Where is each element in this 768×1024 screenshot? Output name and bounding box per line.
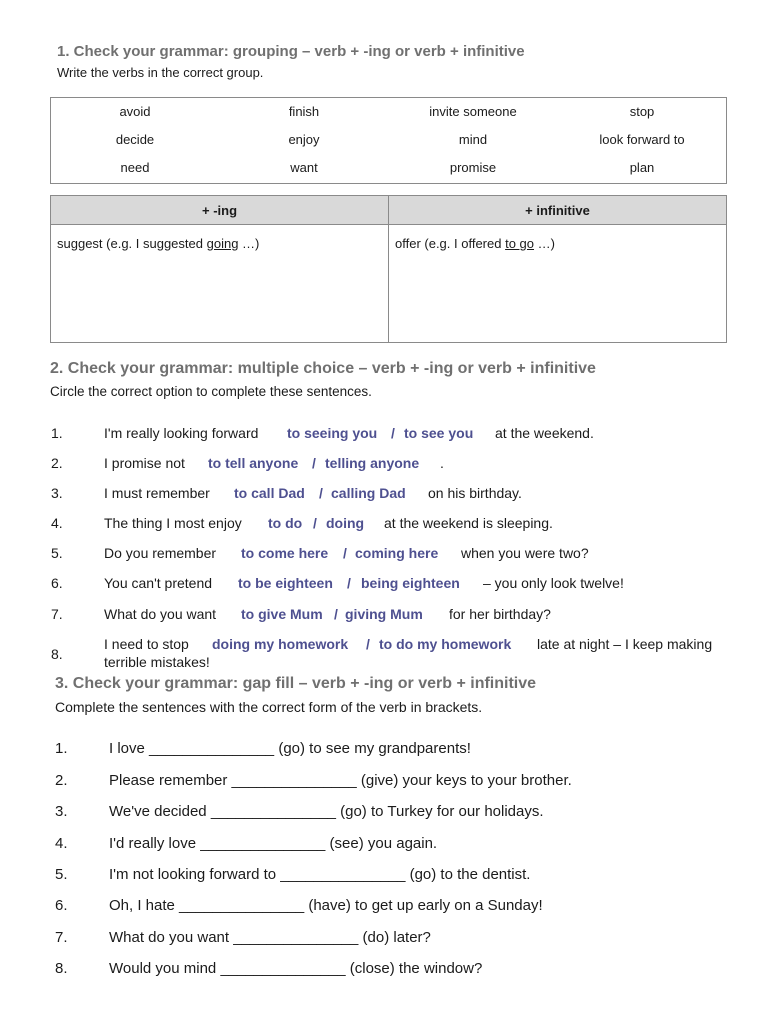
option-b[interactable]: to do my homework	[379, 636, 512, 652]
option-a[interactable]: to do	[268, 515, 303, 531]
sentence-end: on his birthday.	[428, 485, 522, 501]
option-a[interactable]: to seeing you	[287, 425, 378, 441]
option-separator: /	[334, 606, 338, 622]
mc-item	[0, 456, 768, 470]
gap-fill-sentence[interactable]: I love _______________ (go) to see my grandparents!	[109, 740, 471, 757]
sentence-start: I'm really looking forward	[104, 425, 259, 441]
option-a[interactable]: to be eighteen	[238, 575, 333, 591]
option-a[interactable]: to call Dad	[234, 485, 305, 501]
item-number: 4.	[55, 835, 68, 852]
item-number: 5.	[51, 545, 63, 561]
item-number: 7.	[51, 606, 63, 622]
word-bank-item: stop	[629, 104, 655, 119]
sentence-start: I must remember	[104, 485, 210, 501]
grouping-table	[50, 195, 727, 343]
option-separator: /	[347, 575, 351, 591]
section3-heading: 3. Check your grammar: gap fill – verb + -ing or verb + infinitive	[55, 675, 537, 692]
item-number: 6.	[51, 575, 63, 591]
word-bank-item: enjoy	[288, 132, 320, 147]
word-bank-item: plan	[629, 160, 655, 175]
word-bank-item: want	[290, 160, 318, 175]
option-separator: /	[312, 455, 316, 471]
gap-fill-item	[0, 961, 768, 976]
gap-fill-sentence[interactable]: I'd really love _______________ (see) you again.	[109, 835, 438, 852]
column-divider	[388, 196, 389, 342]
mc-item	[0, 516, 768, 530]
option-b[interactable]: giving Mum	[345, 606, 423, 622]
section3-instruction: Complete the sentences with the correct form of the verb in brackets.	[55, 699, 483, 715]
option-a[interactable]: doing my homework	[212, 636, 349, 652]
sentence-start: Do you remember	[104, 545, 217, 561]
gap-fill-item	[0, 867, 768, 882]
sentence-end-line2: terrible mistakes!	[104, 654, 210, 670]
infinitive-column-cell[interactable]	[395, 237, 555, 250]
word-bank-item: mind	[458, 132, 488, 147]
option-separator: /	[319, 485, 323, 501]
word-bank-item: promise	[449, 160, 497, 175]
infinitive-example-underlined: to go	[505, 236, 535, 251]
ing-column-cell[interactable]	[57, 237, 259, 250]
item-number: 3.	[55, 803, 68, 820]
word-bank-item: need	[120, 160, 150, 175]
mc-item	[0, 607, 768, 621]
option-b[interactable]: to see you	[404, 425, 474, 441]
ing-example-underlined: going	[206, 236, 239, 251]
item-number: 4.	[51, 515, 63, 531]
section1-instruction: Write the verbs in the correct group.	[57, 65, 264, 80]
item-number: 8.	[51, 646, 63, 662]
sentence-end: at the weekend is sleeping.	[384, 515, 553, 531]
option-separator: /	[366, 636, 370, 652]
option-separator: /	[391, 425, 395, 441]
option-a[interactable]: to tell anyone	[208, 455, 299, 471]
option-separator: /	[343, 545, 347, 561]
word-bank-item: look forward to	[599, 132, 685, 147]
option-separator: /	[313, 515, 317, 531]
mc-item	[0, 486, 768, 500]
option-b[interactable]: doing	[326, 515, 365, 531]
item-number: 2.	[55, 772, 68, 789]
mc-item	[0, 426, 768, 440]
item-number: 5.	[55, 866, 68, 883]
ing-example-end: …)	[238, 236, 260, 251]
section1-heading: 1. Check your grammar: grouping – verb + -ing or verb + infinitive	[57, 43, 525, 60]
sentence-end: late at night – I keep making	[537, 636, 713, 652]
option-b[interactable]: coming here	[355, 545, 439, 561]
sentence-start: You can't pretend	[104, 575, 213, 591]
gap-fill-sentence[interactable]: What do you want _______________ (do) later?	[109, 929, 431, 946]
section2-instruction: Circle the correct option to complete these sentences.	[50, 384, 372, 399]
gap-fill-item	[0, 773, 768, 788]
mc-item	[0, 576, 768, 590]
infinitive-example-text: offer (e.g. I offered	[395, 236, 506, 251]
sentence-start: What do you want	[104, 606, 217, 622]
gap-fill-item	[0, 741, 768, 756]
sentence-end: at the weekend.	[495, 425, 594, 441]
sentence-end: when you were two?	[461, 545, 589, 561]
mc-item	[0, 637, 768, 669]
option-a[interactable]: to give Mum	[241, 606, 323, 622]
item-number: 8.	[55, 960, 68, 977]
gap-fill-sentence[interactable]: Would you mind _______________ (close) the window?	[109, 960, 483, 977]
sentence-start: The thing I most enjoy	[104, 515, 242, 531]
option-b[interactable]: being eighteen	[361, 575, 460, 591]
option-b[interactable]: telling anyone	[325, 455, 420, 471]
option-b[interactable]: calling Dad	[331, 485, 406, 501]
ing-column-header: + -ing	[201, 203, 238, 218]
item-number: 3.	[51, 485, 63, 501]
item-number: 1.	[51, 425, 63, 441]
gap-fill-item	[0, 898, 768, 913]
mc-item	[0, 546, 768, 560]
gap-fill-sentence[interactable]: Please remember _______________ (give) your keys to your brother.	[109, 772, 572, 789]
item-number: 1.	[55, 740, 68, 757]
gap-fill-sentence[interactable]: I'm not looking forward to _______________ (go) to the dentist.	[109, 866, 531, 883]
sentence-start: I promise not	[104, 455, 185, 471]
word-bank-item: avoid	[119, 104, 151, 119]
gap-fill-item	[0, 804, 768, 819]
word-bank-item: decide	[115, 132, 155, 147]
infinitive-example-end: …)	[534, 236, 555, 251]
gap-fill-sentence[interactable]: Oh, I hate _______________ (have) to get up early on a Sunday!	[109, 897, 543, 914]
sentence-end: .	[440, 455, 444, 471]
sentence-end: for her birthday?	[449, 606, 551, 622]
item-number: 2.	[51, 455, 63, 471]
infinitive-column-header: + infinitive	[525, 203, 590, 218]
section2-heading: 2. Check your grammar: multiple choice – verb + -ing or verb + infinitive	[50, 360, 596, 377]
gap-fill-item	[0, 836, 768, 851]
item-number: 6.	[55, 897, 68, 914]
word-bank	[50, 97, 727, 184]
sentence-end: – you only look twelve!	[483, 575, 624, 591]
option-a[interactable]: to come here	[241, 545, 329, 561]
ing-example-text: suggest (e.g. I suggested	[57, 236, 207, 251]
word-bank-item: invite someone	[429, 104, 517, 119]
gap-fill-item	[0, 930, 768, 945]
item-number: 7.	[55, 929, 68, 946]
word-bank-item: finish	[288, 104, 320, 119]
gap-fill-sentence[interactable]: We've decided _______________ (go) to Turkey for our holidays.	[109, 803, 544, 820]
sentence-start: I need to stop	[104, 636, 189, 652]
